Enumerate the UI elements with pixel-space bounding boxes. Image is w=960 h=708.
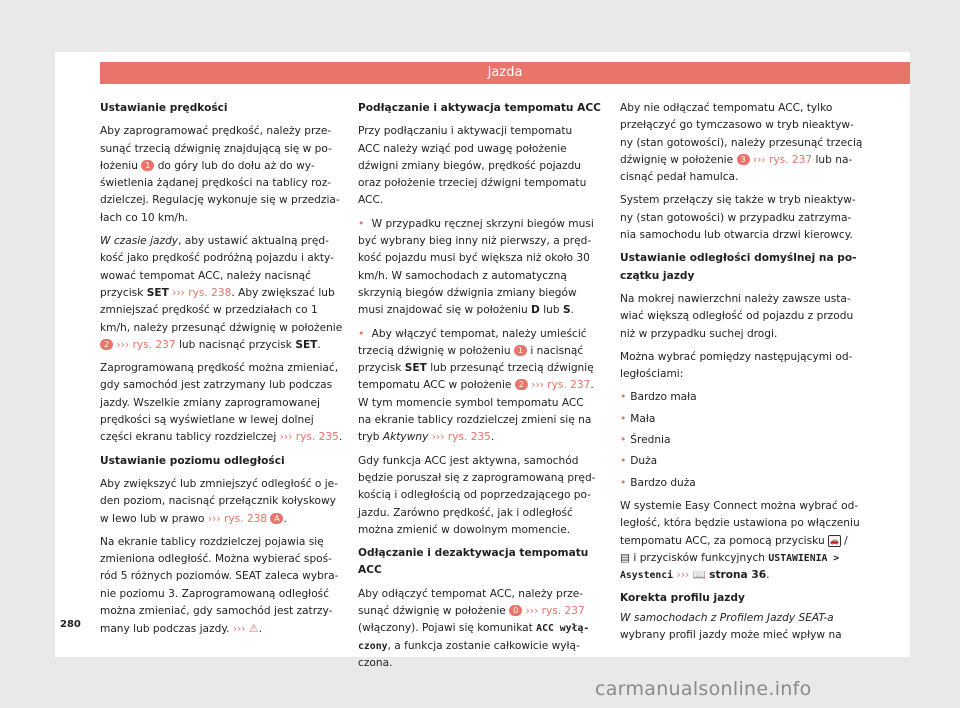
figure-link[interactable]: rys. 235	[447, 431, 491, 444]
position-marker: A	[270, 513, 283, 524]
heading-default-distance: Ustawianie odległości domyślnej na po- czątku jazdy	[620, 252, 857, 282]
set-button-label: SET	[404, 362, 427, 375]
car-button-icon: 🚗	[830, 536, 839, 545]
paragraph: Zaprogramowaną prędkość można zmieniać, gdy samochód jest zatrzymany lub podczas jazdy. Wszelkie zmiany zaprogramowanej prędkości są wyświetlane w lewej dolnej części ekranu tablicy rozdzielczej ››› rys. 235.	[100, 362, 343, 444]
position-marker: 1	[141, 160, 154, 171]
position-marker: 2	[515, 379, 528, 390]
figure-link[interactable]: rys. 238	[223, 512, 268, 525]
paragraph: Aby odłączyć tempomat ACC, należy prze- sunąć dźwignię w położenie 0 ››› rys. 237 (włączony). Pojawi się komunikat ACC wyłą- czony, a funkcja zostanie całkowicie wyłą- czona.	[358, 587, 590, 669]
heading-speed: Ustawianie prędkości	[100, 102, 228, 114]
position-marker: 2	[100, 339, 113, 350]
set-button-label: SET	[146, 286, 169, 299]
paragraph: W samochodach z Profilem Jazdy SEAT-a wybrany profil jazdy może mieć wpływ na	[620, 611, 842, 642]
list-item: • Bardzo duża	[620, 475, 868, 492]
figure-link[interactable]: rys. 237	[541, 605, 585, 618]
column-2	[358, 100, 606, 678]
heading-deactivation: Odłączanie i dezaktywacja tempomatu ACC	[358, 547, 589, 577]
paragraph: W systemie Easy Connect można wybrać od- ległość, która będzie ustawiona po włączeniu tempomatu ACC, za pomocą przycisku 🚗 / ▤ i przycisków funkcyjnych USTAWIENIA > Asystenci ››› 📖 strona 36.	[620, 499, 860, 582]
figure-link[interactable]: rys. 237	[769, 153, 813, 166]
paragraph: System przełączy się także w tryb nieaktyw- ny (stan gotowości) w przypadku zatrzyma- nia samochodu lub otwarcia drzwi kierowcy.	[620, 194, 856, 242]
heading-driving-profile: Korekta profilu jazdy	[620, 592, 745, 605]
bullet-item: • W przypadku ręcznej skrzyni biegów musi być wybrany bieg inny niż pierwszy, a pręd- kość pojazdu musi być większa niż około 30 km/h. W samochodach z automatyczną skrzynią biegów dźwignia zmiany biegów musi znajdować się w położeniu D lub S.	[358, 216, 606, 320]
column-3	[620, 100, 868, 650]
figure-link[interactable]: rys. 235	[295, 431, 339, 444]
figure-link[interactable]: rys. 238	[188, 286, 232, 299]
menu-button-icon: ▤	[620, 551, 631, 564]
position-marker: 1	[514, 345, 527, 356]
warning-icon[interactable]: ⚠	[248, 622, 259, 636]
position-marker: 0	[509, 605, 522, 616]
paragraph: Aby zwiększyć lub zmniejszyć odległość o je- den poziom, nacisnąć przełącznik kołyskowy w lewo lub w prawo ››› rys. 238 A .	[100, 477, 338, 525]
figure-link[interactable]: rys. 237	[547, 379, 591, 392]
page-link[interactable]: strona 36	[709, 569, 767, 582]
section-header: Jazda	[100, 62, 910, 84]
book-icon: 📖	[692, 569, 706, 582]
paragraph: Aby nie odłączać tempomatu ACC, tylko przełączyć go tymczasowo w tryb nieaktyw- ny (stan gotowości), należy przesunąć trzecią dźwignię w położenie 3 ››› rys. 237 lub na- cisnąć pedał hamulca.	[620, 102, 863, 184]
footer-watermark: carmanualsonline.info	[595, 678, 812, 700]
paragraph: W czasie jazdy, aby ustawić aktualną pręd- kość jako prędkość podróżną pojazdu i akty- wować tempomat ACC, należy nacisnąć przycisk SET ››› rys. 238. Aby zwiększać lub zmniejszać prędkość w przedziałach co 1 km/h, należy przesunąć dźwignię w położenie 2 ››› rys. 237 lub nacisnąć przycisk SET.	[100, 235, 343, 351]
list-item: • Mała	[620, 411, 868, 428]
heading-distance: Ustawianie poziomu odległości	[100, 454, 285, 467]
paragraph: Aby zaprogramować prędkość, należy prze- sunąć trzecią dźwignię znajdującą się w po- łożeniu 1 do góry lub do dołu aż do wy- świetlenia żądanej prędkości na tablicy roz- dzielczej. Regulację wykonuje się w przedzia- łach co 10 km/h.	[100, 125, 340, 224]
paragraph: Przy podłączaniu i aktywacji tempomatu ACC należy wziąć pod uwagę położenie dźwigni zmiany biegów, prędkość pojazdu oraz położenie trzeciej dźwigni tempomatu ACC.	[358, 125, 587, 207]
paragraph: Na mokrej nawierzchni należy zawsze usta- wiać większą odległość od pojazdu z przodu niż w przypadku suchej drogi.	[620, 292, 854, 340]
paragraph: Na ekranie tablicy rozdzielczej pojawia się zmieniona odległość. Można wybierać spoś- ród 5 różnych poziomów. SEAT zaleca wybra- nie poziomu 3. Zaprogramowaną odległość można zmieniać, gdy samochód jest zatrzy- many lub podczas jazdy. ››› ⚠.	[100, 535, 339, 636]
page-number: 280	[60, 619, 81, 630]
paragraph: Można wybrać pomiędzy następującymi od- ległościami:	[620, 350, 853, 381]
set-button-label: SET	[295, 338, 318, 351]
figure-link[interactable]: rys. 237	[132, 338, 176, 351]
bullet-item: • Aby włączyć tempomat, należy umieścić trzecią dźwignię w położeniu 1 i nacisnąć przycisk SET lub przesunąć trzecią dźwignię tempomatu ACC w położenie 2 ››› rys. 237. W tym momencie symbol tempomatu ACC na ekranie tablicy rozdzielczej zmieni się na tryb Aktywny ››› rys. 235.	[358, 326, 606, 447]
display-message: ACC wyłą-	[536, 623, 590, 635]
position-marker: 3	[737, 154, 750, 165]
list-item: • Średnia	[620, 432, 868, 449]
list-item: • Bardzo mała	[620, 389, 868, 406]
paragraph: Gdy funkcja ACC jest aktywna, samochód będzie poruszał się z zaprogramowaną pręd- kością i odległością od poprzedzającego po- jazdu. Zarówno prędkość, jak i odległość można zmienić w dowolnym momencie.	[358, 454, 596, 536]
heading-activation: Podłączanie i aktywacja tempomatu ACC	[358, 102, 601, 114]
list-item: • Duża	[620, 453, 868, 470]
column-1	[100, 100, 348, 645]
